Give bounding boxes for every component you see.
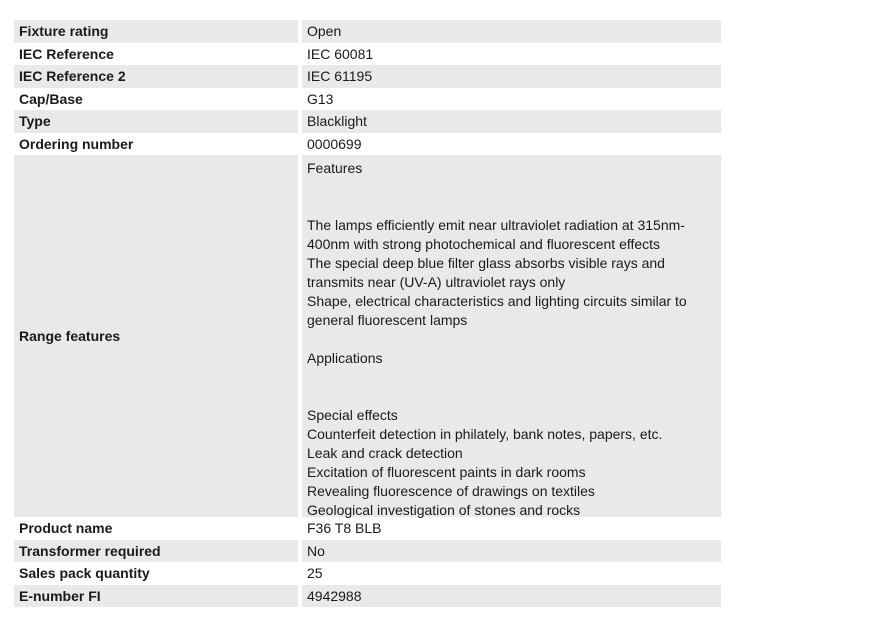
range-line: Revealing fluorescence of drawings on textiles <box>307 483 595 499</box>
spec-row-range-features <box>14 155 721 517</box>
range-line: Excitation of fluorescent paints in dark rooms <box>307 464 586 480</box>
range-line: The special deep blue filter glass absorbs visible rays and <box>307 255 665 271</box>
spec-label: Product name <box>19 520 113 537</box>
spec-label: IEC Reference <box>19 45 114 62</box>
spec-label: Fixture rating <box>14 20 298 43</box>
spec-row-type <box>14 110 721 133</box>
spec-label: Ordering number <box>19 135 134 152</box>
spec-row-ordering-number <box>14 133 721 156</box>
spec-value: 25 <box>307 565 323 582</box>
range-line: Shape, electrical characteristics and lighting circuits similar to <box>307 293 687 309</box>
spec-row-fixture-rating <box>14 20 721 43</box>
spec-label: Transformer required <box>14 540 298 563</box>
spec-row-transformer-required <box>14 540 721 563</box>
range-features-text <box>302 155 721 517</box>
spec-label: E-number FI <box>14 585 298 608</box>
spec-value: Blacklight <box>302 110 721 133</box>
spec-row-iec-reference-2 <box>14 65 721 88</box>
spec-label: Range features <box>14 155 298 517</box>
spec-value: Open <box>302 20 721 43</box>
spec-row-cap-base <box>14 88 721 111</box>
spec-value: F36 T8 BLB <box>307 520 382 537</box>
range-line: Features <box>307 160 363 176</box>
spec-label: IEC Reference 2 <box>14 65 298 88</box>
range-line: general fluorescent lamps <box>307 312 468 328</box>
spec-value: 0000699 <box>307 135 362 152</box>
spec-value: IEC 60081 <box>307 45 374 62</box>
range-line: transmits near (UV-A) ultraviolet rays only <box>307 274 566 290</box>
spec-value: G13 <box>307 90 334 107</box>
spec-table <box>14 20 721 607</box>
spec-row-sales-pack-quantity <box>14 562 721 585</box>
range-line: The lamps efficiently emit near ultraviolet radiation at 315nm- <box>307 217 685 233</box>
spec-value: 4942988 <box>302 585 721 608</box>
spec-value: No <box>302 540 721 563</box>
spec-label: Type <box>14 110 298 133</box>
spec-label: Sales pack quantity <box>19 565 150 582</box>
range-line: 400nm with strong photochemical and fluorescent effects <box>307 236 661 252</box>
range-line: Counterfeit detection in philately, bank notes, papers, etc. <box>307 426 663 442</box>
range-line: Special effects <box>307 407 398 423</box>
range-line: Leak and crack detection <box>307 445 463 461</box>
spec-value: IEC 61195 <box>302 65 721 88</box>
spec-row-e-number-fi <box>14 585 721 608</box>
spec-row-iec-reference <box>14 43 721 66</box>
spec-label: Cap/Base <box>19 90 83 107</box>
spec-row-product-name <box>14 517 721 540</box>
range-line: Applications <box>307 350 383 366</box>
range-line: Geological investigation of stones and rocks <box>307 502 581 518</box>
